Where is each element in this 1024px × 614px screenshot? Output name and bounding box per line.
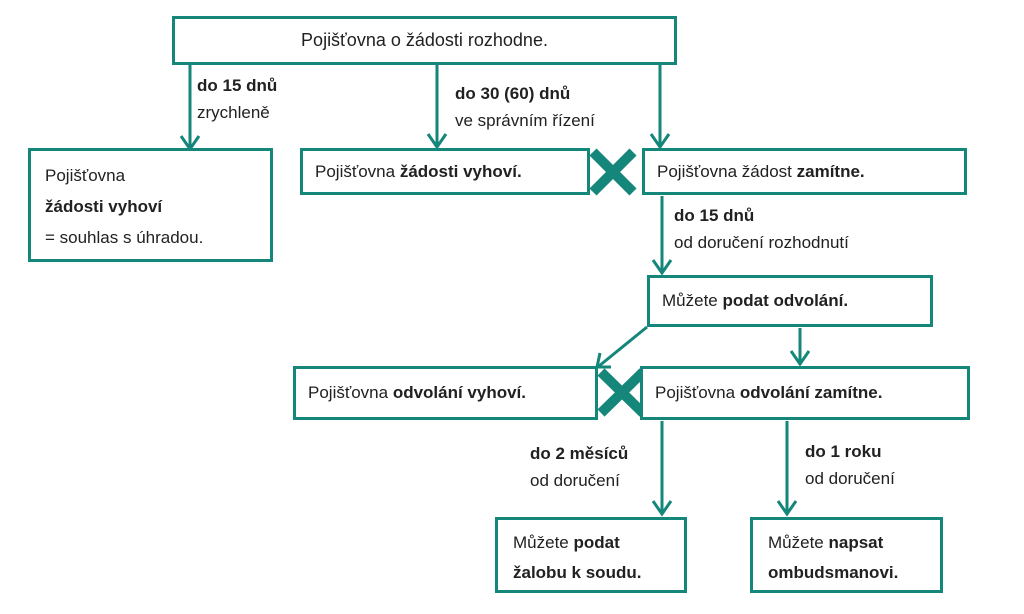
x-connector-icon (601, 372, 643, 413)
box-ombudsman-line1: Můžete napsat (768, 533, 884, 552)
arrow-appeal-denied (791, 328, 809, 364)
box-appeal-text: Můžete podat odvolání. (662, 291, 849, 310)
label-admin-track: do 30 (60) dnů ve správním řízení (455, 84, 595, 130)
label-fast-track: do 15 dnů zrychleně (197, 76, 278, 122)
box-request-granted (300, 148, 590, 195)
box-request-denied-text: Pojišťovna žádost zamítne. (657, 161, 865, 181)
box-court-line2: žalobu k soudu. (513, 563, 642, 582)
box-appeal-denied (640, 366, 970, 420)
box-decision-text: Pojišťovna o žádosti rozhodne. (301, 30, 548, 50)
box-appeal-denied-text: Pojišťovna odvolání zamítne. (655, 383, 883, 402)
box-request-granted-text: Pojišťovna žádosti vyhoví. (315, 161, 522, 181)
label-court-deadline: do 2 měsíců od doručení (530, 444, 629, 490)
box-ombudsman (750, 517, 943, 593)
arrow-ombudsman (778, 421, 796, 514)
box-fast-approve-line3: = souhlas s úhradou. (45, 228, 204, 247)
arrow-court (653, 421, 671, 514)
box-court-line1: Můžete podat (513, 533, 620, 552)
box-appeal-granted (293, 366, 598, 420)
label-ombudsman-deadline: do 1 roku od doručení (805, 442, 895, 488)
arrow-appeal (653, 196, 671, 273)
arrow-appeal-granted-diagonal (597, 327, 647, 367)
x-connector-icon (593, 152, 633, 192)
box-fast-approve-line2: žádosti vyhoví (45, 197, 163, 216)
box-appeal-granted-text: Pojišťovna odvolání vyhoví. (308, 383, 527, 402)
arrow-denied-track (651, 64, 669, 147)
box-court (495, 517, 687, 593)
arrow-admin-track (428, 64, 446, 147)
box-fast-approve-line1: Pojišťovna (45, 166, 126, 185)
box-request-denied (642, 148, 967, 195)
box-decision (172, 16, 677, 65)
box-ombudsman-line2: ombudsmanovi. (768, 563, 899, 582)
box-appeal (647, 275, 933, 327)
box-fast-approve (28, 148, 273, 262)
label-appeal-deadline: do 15 dnů od doručení rozhodnutí (674, 206, 849, 252)
